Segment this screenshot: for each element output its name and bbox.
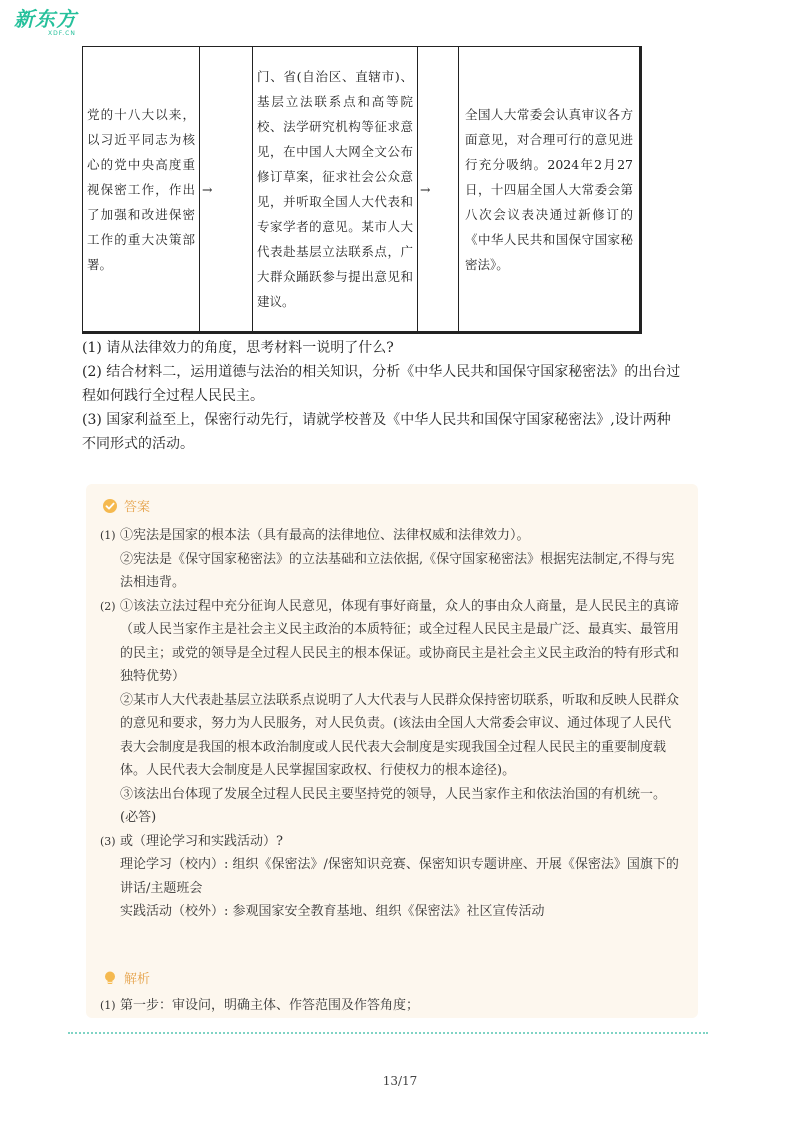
answer-q2-line-1: ①该法立法过程中充分征询人民意见，体现有事好商量，众人的事由众人商量，是人民民主的真谛（或人民当家作主是社会主义民主政治的本质特征；或全过程人民民主是最广泛、最真实、最管用的民主；或党的领导是全过程人民民主的根本保证。或协商民主是社会主义民主政治的特有形式和独特优势） (120, 598, 680, 684)
answer-heading (102, 496, 150, 518)
flow-cell-2: 门、省(自治区、直辖市)、基层立法联系点和高等院校、法学研究机构等征求意见，在中国人大网全文公布修订草案，征求社会公众意见，并听取全国人大代表和专家学者的意见。某市人大代表赴基层立法联系点，广大群众踊跃参与提出意见和建议。 (253, 47, 418, 333)
question-list (82, 336, 682, 456)
question-2: (2) 结合材料二，运用道德与法治的相关知识，分析《中华人民共和国保守国家秘密法》的出台过程如何践行全过程人民民主。 (82, 364, 681, 404)
answer-q3-line-3: 实践活动（校外）: 参观国家安全教育基地、组织《保密法》社区宣传活动 (120, 904, 545, 919)
answer-q3-line-1: 或（理论学习和实践活动）? (120, 833, 283, 849)
answer-heading-label: 答案 (124, 500, 151, 515)
answer-q3 (100, 830, 684, 854)
answer-q1-line-1: ①宪法是国家的根本法（具有最高的法律地位、法律权威和法律效力）。 (120, 528, 530, 543)
answer-q1-line-2: ②宪法是《保守国家秘密法》的立法基础和立法依据,《保守国家秘密法》根据宪法制定,不得与宪法相违背。 (120, 551, 675, 590)
answer-q3-number: (3) (100, 834, 116, 848)
analysis-body (100, 994, 684, 1018)
question-1: (1) 请从法律效力的角度，思考材料一说明了什么? (82, 340, 394, 356)
question-3: (3) 国家利益至上，保密行动先行，请就学校普及《中华人民共和国保守国家秘密法》,设计两种不同形式的活动。 (82, 412, 671, 452)
flow-cell-3: 全国人大常委会认真审议各方面意见，对合理可行的意见进行充分吸纳。2024年2月27日，十四届全国人大常委会第八次会议表决通过新修订的《中华人民共和国保守国家秘密法》。 (459, 47, 641, 333)
analysis-heading-label: 解析 (124, 972, 151, 987)
lightbulb-icon (102, 970, 118, 990)
analysis-q1 (100, 994, 684, 1018)
flow-arrow-1: → (200, 47, 253, 333)
analysis-q1-text: 第一步：审设问，明确主体、作答范围及作答角度； (120, 998, 420, 1013)
flow-arrow-2: → (418, 47, 459, 333)
flow-cell-1: 党的十八大以来，以习近平同志为核心的党中央高度重视保密工作，作出了加强和改进保密工作的重大决策部署。 (83, 47, 200, 333)
logo-sub-text: XDF.CN (48, 30, 76, 37)
logo-main-text: 新东方 (14, 7, 77, 31)
flow-table (82, 46, 642, 334)
answer-q2-line-2: ②某市人大代表赴基层立法联系点说明了人大代表与人民群众保持密切联系，听取和反映人民群众的意见和要求，努力为人民服务，对人民负责。(该法由全国人大常委会审议、通过体现了人民代表大会制度是我国的根本政治制度或人民代表大会制度是实现我国全过程人民民主的重要制度载体。人民代表大会制度是人民掌握国家政权、行使权力的根本途径)。 (120, 692, 680, 778)
analysis-heading (102, 968, 150, 990)
dotted-divider (68, 1032, 708, 1034)
answer-body (100, 524, 684, 924)
check-badge-icon (102, 498, 118, 518)
analysis-q1-number: (1) (100, 999, 116, 1012)
answer-q1 (100, 524, 684, 548)
answer-q1-number: (1) (100, 529, 116, 542)
answer-q2-number: (2) (100, 599, 116, 613)
answer-q2 (100, 595, 684, 689)
page-number: 13/17 (382, 1074, 418, 1088)
answer-q3-line-2: 理论学习（校内）: 组织《保密法》/保密知识竞赛、保密知识专题讲座、开展《保密法》国旗下的讲话/主题班会 (120, 857, 679, 896)
brand-logo (14, 8, 114, 42)
answer-box (86, 484, 698, 1018)
answer-q2-line-3: ③该法出台体现了发展全过程人民民主要坚持党的领导，人民当家作主和依法治国的有机统一。(必答) (120, 786, 667, 825)
